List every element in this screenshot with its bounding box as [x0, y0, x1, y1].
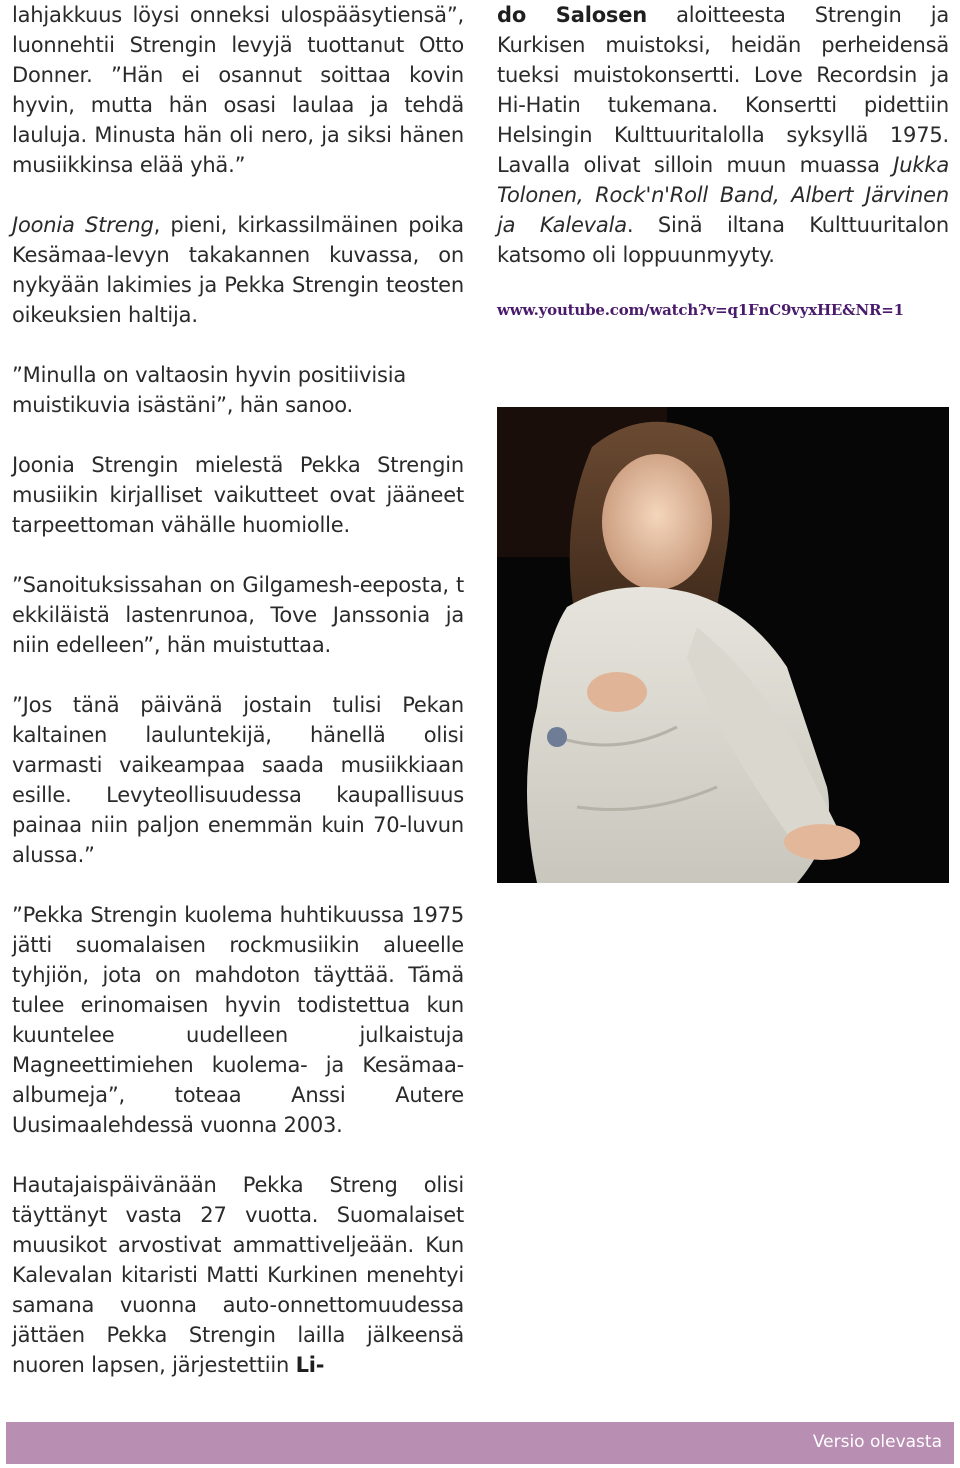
paragraph-3: ”Minulla on valtaosin hyvin positiivisia muistikuvia isästäni”, hän sanoo. — [12, 363, 407, 417]
paragraph-continued-text-a: aloitteesta Strengin ja Kurkisen muistoksi, heidän perheidensä tueksi muistokonsertti. Love Recordsin ja Hi-Hatin tukemana. Konsertti pidettiin Helsingin Kulttuuritalolla syksyllä 1975. Lavalla olivat silloin muun muassa — [497, 3, 949, 177]
paragraph-6: ”Jos tänä päivänä jostain tulisi Pekan kaltainen lauluntekijä, hänellä olisi varmasti vaikeampaa saada musiikkiaan esille. Levyteollisuudessa kaupallisuus painaa niin paljon enemmän kuin 70-luvun alussa.” — [12, 693, 464, 867]
portrait-photo — [497, 407, 949, 883]
paragraph-8 — [12, 1170, 464, 1380]
paragraph-1: lahjakkuus löysi onneksi ulospääsytiensä”, luonnehtii Strengin levyjä tuottanut Otto Donner. ”Hän ei osannut soittaa kovin hyvin, mutta hän osasi laulaa ja tehdä lauluja. Minusta hän oli nero, ja siksi hänen musiikkinsa elää yhä.” — [12, 3, 464, 177]
paragraph-5: ”Sanoituksissahan on Gilgamesh-eeposta, t ekkiläistä lastenrunoa, Tove Janssonia ja niin edelleen”, hän muistuttaa. — [12, 573, 464, 657]
left-column — [12, 0, 464, 1380]
paragraph-7: ”Pekka Strengin kuolema huhtikuussa 1975 jätti suomalaisen rockmusiikin alueelle tyhjiön, jota on mahdoton täyttää. Tämä tulee erinomaisen hyvin todistettua kun kuuntelee uudelleen julkaistuja Magneettimiehen kuolema- ja Kesämaa-albumeja”, toteaa Anssi Autere Uusimaalehdessä vuonna 2003. — [12, 903, 464, 1137]
footer-text: Versio olevasta — [812, 1432, 942, 1452]
right-column — [497, 0, 949, 320]
paragraph-4: Joonia Strengin mielestä Pekka Strengin musiikin kirjalliset vaikutteet ovat jääneet tarpeettoman vähälle huomiolle. — [12, 453, 464, 537]
paragraph-8-bold: Li- — [295, 1353, 325, 1377]
paragraph-8-text: Hautajaispäivänään Pekka Streng olisi täyttänyt vasta 27 vuotta. Suomalaiset muusikot arvostivat ammattiveljeään. Kun Kalevalan kitaristi Matti Kurkinen menehtyi samana vuonna auto-onnettomuudessa jättäen Pekka Strengin lailla jälkeensä nuoren lapsen, järjestettiin — [12, 1173, 464, 1377]
paragraph-2 — [12, 210, 464, 330]
youtube-link[interactable]: www.youtube.com/watch?v=q1FnC9vyxHE&NR=1 — [497, 301, 904, 319]
photo-illustration — [497, 407, 949, 883]
paragraph-continued — [497, 0, 949, 270]
name-bold: do Salosen — [497, 3, 648, 27]
footer-bar — [6, 1422, 954, 1464]
paragraph-2-text: , pieni, kirkassilmäinen poika Kesämaa-levyn takakannen kuvassa, on nykyään lakimies ja Pekka Strengin teosten oikeuksien haltija. — [12, 213, 464, 327]
band-list: Jukka Tolonen, Rock'n'Roll Band, Albert Järvinen ja Kalevala — [497, 153, 949, 237]
paragraph-continued-text-b: . Sinä iltana Kulttuuritalon katsomo oli loppuunmyyty. — [497, 213, 949, 267]
person-name: Joonia Streng — [12, 213, 154, 237]
